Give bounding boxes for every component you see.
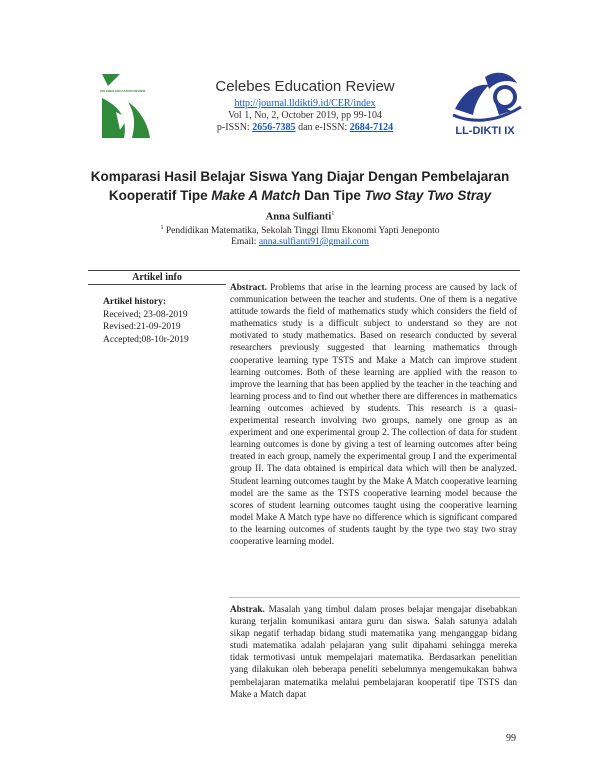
pissn-label: p-ISSN:	[216, 122, 250, 133]
author-name	[200, 211, 400, 223]
author-sup: 1	[331, 211, 335, 217]
abstrak-label: Abstrak.	[230, 605, 265, 615]
journal-logo-left	[98, 72, 152, 140]
article-history	[103, 296, 213, 346]
revised-date: Revised:21-09-2019	[103, 322, 181, 332]
article-info-heading: Artikel info	[132, 272, 182, 283]
paper-title-part2: Dan Tipe	[300, 188, 365, 203]
lldikti-logo	[445, 63, 525, 141]
paper-title-italic1: Make A Match	[211, 188, 301, 203]
page-number: 99	[506, 733, 516, 744]
abstract-id	[230, 604, 517, 701]
paper-title-italic2: Two Stay Two Stray	[364, 188, 492, 203]
lldikti-logo-text: LL-DIKTI IX	[455, 125, 515, 137]
article-info-divider	[88, 284, 226, 285]
accepted-date: Accepted;08-10r-2019	[103, 334, 189, 345]
received-date: Received; 23-08-2019	[103, 309, 188, 320]
author-affiliation	[110, 225, 490, 236]
paper-title-part1: Komparasi Hasil Belajar Siswa Yang Diajar Dengan Pembelajaran Kooperatif Tipe	[90, 169, 510, 203]
journal-url-link[interactable]: http://journal.lldikti9.id/CER/index	[234, 98, 376, 109]
abstract-label: Abstract.	[230, 283, 267, 293]
journal-logo-left-text: CELEBES EDUCATION REVIEW	[100, 89, 146, 93]
affiliation-text: Pendidikan Matematika, Sekolah Tinggi Ilmu Ekonomi Yapti Jeneponto	[165, 226, 440, 237]
lldikti-logo-graphic	[445, 63, 525, 127]
journal-volume-info: Vol 1, No, 2, October 2019, pp 99-104	[228, 110, 382, 121]
eissn-label: dan e-ISSN:	[298, 122, 348, 133]
paper-title	[90, 167, 510, 205]
abstract-en	[230, 282, 517, 548]
top-divider	[88, 270, 520, 271]
journal-logo-graphic	[98, 72, 152, 140]
eissn-link[interactable]: 2684-7124	[349, 122, 394, 133]
abstrak-text: Masalah yang timbul dalam proses belajar mengajar disebabkan kurang terjalin komunikasi antara guru dan siswa. Salah satunya adalah sikap negatif terhadap bidang studi matematika yang menganggap bidang studi matematika adalah pelajaran yang sulit dipahami sehingga mereka tidak termotivasi untuk mempelajari matematika. Berdasarkan penelitian yang dilakukan oleh beberapa peneliti sebelumnya mengemukakan bahwa pembelajaran matematika melalui pembelajaran kooperatif tipe TSTS dan Make a Match dapat	[230, 605, 517, 700]
abstract-bottom-divider	[229, 597, 520, 598]
pissn-link[interactable]: 2656-7385	[252, 122, 296, 133]
author-name-text: Anna Sulfianti	[265, 211, 332, 223]
author-email	[150, 237, 450, 247]
abstract-text: Problems that arise in the learning process are caused by lack of communication between the teacher and students. One of them is a negative attitude towards the field of mathematics study which considers the field of mathematics study is a difficult subject to understand so they are not motivated to study mathematics. Based on research conducted by several researchers previously suggested that learning mathematics through cooperative learning type TSTS and Make a Match can improve student learning outcomes. Both of these learning are applied with the reason to improve the learning that has been applied by the teacher in the teaching and learning process and to find out whether there are differences in mathematics learning outcomes achieved by students. This research is a quasi-experimental research involving two groups, namely one group as an experiment and one experimental group 2. The collection of data for student learning outcomes is done by giving a test of learning outcomes after being treated in each group, namely the experimental group I and the experimental group II. The data obtained is empirical data which will then be analyzed. Student learning outcomes taught by the Make A Match cooperative learning model are the same as the TSTS cooperative learning model because the scores of student learning outcomes taught using the cooperative learning model Make A Match type have no difference which is significant compared to the learning outcomes of students taught by the type two stay two stray cooperative learning model.	[230, 283, 518, 547]
affiliation-sup: 1	[160, 225, 164, 231]
journal-issn	[170, 122, 440, 133]
email-label: Email:	[231, 237, 257, 247]
article-history-label: Artikel history:	[103, 297, 167, 307]
email-link[interactable]: anna.sulfianti91@gmail.com	[258, 237, 369, 247]
journal-title: Celebes Education Review	[215, 78, 395, 95]
